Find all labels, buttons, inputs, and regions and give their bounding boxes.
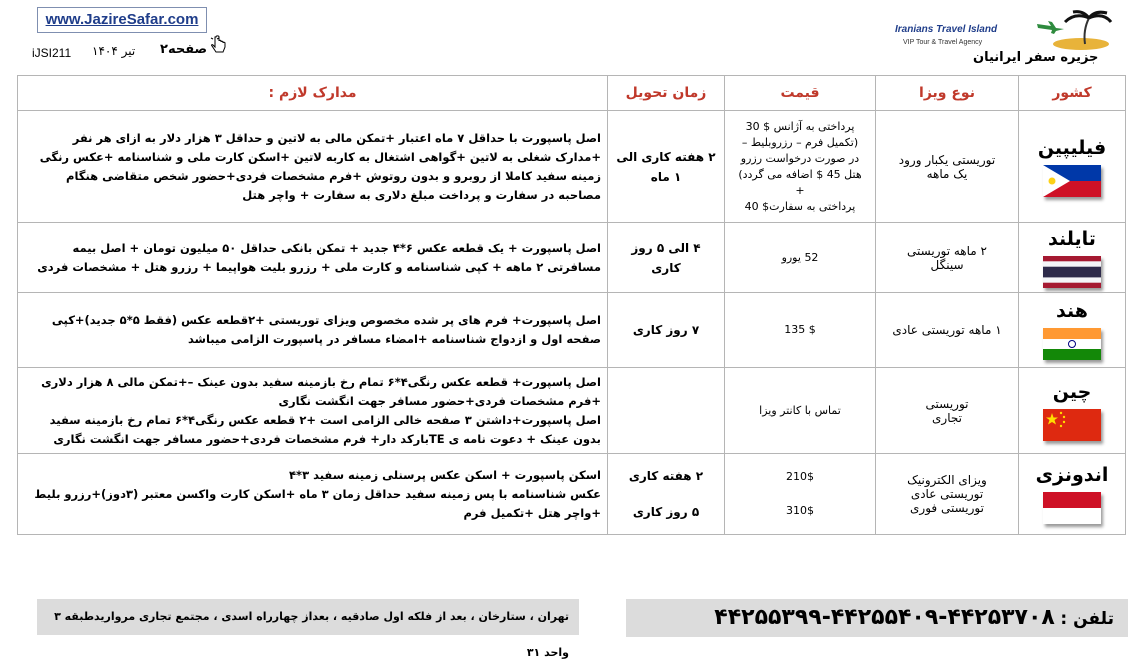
visa-type-line: ۱ ماهه توریستی عادی [892, 323, 1002, 337]
palm-island-icon [1033, 10, 1113, 50]
delivery-time-cell [608, 293, 725, 368]
visa-type-line: توریستی [925, 396, 969, 411]
documents-cell [18, 454, 608, 535]
visa-type-cell [876, 293, 1019, 368]
page-number: صفحه۲ [160, 42, 208, 57]
documents-text: عکس شناسنامه با پس زمینه سفید حداقل زمان ۳ ماه +اسکن کارت واکسن معتبر (۳دوز)+رزرو بلیط +واچر هتل +تکمیل فرم [34, 486, 601, 520]
delivery-time-line: کاری [651, 260, 681, 275]
table-row [18, 454, 1126, 535]
india-flag-icon [1043, 328, 1101, 360]
delivery-time-cell [608, 111, 725, 223]
visa-type-line: ۲ ماهه توریستی [907, 243, 987, 258]
col-header-documents: مدارک لازم : [18, 76, 608, 111]
price-line: در صورت درخواست رزرو [740, 151, 860, 165]
price-line: 310$ [786, 504, 814, 517]
country-name: چین [1052, 380, 1092, 403]
visa-type-line: توریستی فوری [910, 501, 984, 515]
price-line: 52 یورو [781, 250, 819, 264]
thailand-flag-icon [1043, 256, 1101, 288]
price-line: 135 $ [784, 323, 816, 336]
table-row [18, 223, 1126, 293]
country-name: فیلیپین [1037, 136, 1107, 159]
country-cell [1019, 223, 1126, 293]
china-flag-icon [1043, 409, 1101, 441]
country-cell [1019, 293, 1126, 368]
delivery-time-line: ۴ الی ۵ روز [631, 240, 701, 255]
indonesia-flag-icon [1043, 492, 1101, 524]
visa-type-line: یک ماهه [926, 166, 968, 181]
delivery-time-line: ۷ روز کاری [632, 323, 700, 337]
documents-cell [18, 223, 608, 293]
visa-type-line: تجاری [932, 410, 962, 425]
philippines-flag-icon [1043, 165, 1101, 197]
documents-cell [18, 368, 608, 454]
visa-table [17, 75, 1126, 535]
documents-cell [18, 111, 608, 223]
phone-box [626, 599, 1128, 637]
visa-type-line: سینگل [930, 257, 964, 272]
price-cell [725, 293, 876, 368]
table-row [18, 368, 1126, 454]
phone-label: تلفن : [1060, 609, 1114, 629]
visa-type-line: توریستی عادی [910, 487, 984, 501]
country-cell [1019, 368, 1126, 454]
documents-text: اسکن پاسپورت + اسکن عکس پرسنلی زمینه سفید ۳*۴ [289, 467, 601, 482]
price-line: هتل 45 $ اضافه می گردد) [738, 167, 862, 181]
price-cell [725, 454, 876, 535]
price-line: + [795, 183, 805, 197]
col-header-price: قیمت [725, 76, 876, 111]
delivery-time-line: ۲ هفته کاری [628, 469, 704, 483]
delivery-time-cell [608, 454, 725, 535]
documents-text: اصل پاسپورت + یک قطعه عکس ۶*۴ جدید + تمکن بانکی حداقل ۵۰ میلیون تومان + اصل بیمه مسافرتی ۲ ماهه + کپی شناسنامه و کارت ملی + رزرو بلیت هواپیما + رزرو هتل + مشخصات فردی [37, 240, 601, 274]
documents-text: اصل پاسپورت+ قطعه عکس رنگی۴*۶ تمام رخ بازمینه سفید بدون عینک –+تمکن مالی ۸ هزار دلاری +فرم مشخصات فردی+حضور مسافر جهت انگشت نگاری [41, 374, 601, 408]
visa-type-cell [876, 223, 1019, 293]
country-cell [1019, 454, 1126, 535]
visa-type-cell [876, 454, 1019, 535]
delivery-time-cell [608, 368, 725, 454]
office-address: تهران ، ستارخان ، بعد از فلکه اول صادقیه ، بعداز چهارراه اسدی ، مجتمع تجاری مرواریدطبقه ۳ واحد ۳۱ [37, 599, 579, 635]
price-line: 210$ [786, 470, 814, 483]
pointing-hand-icon [208, 34, 230, 56]
company-logo [895, 10, 1115, 72]
price-line: 30 $ پرداختی به آژانس [745, 119, 855, 133]
price-cell [725, 368, 876, 454]
delivery-time-line: ۱ ماه [650, 169, 682, 184]
logo-title-fa: جزیره سفر ایرانیان [973, 50, 1099, 65]
col-header-delivery-time: زمان تحویل [608, 76, 725, 111]
documents-text: اصل پاسپورت+ فرم های پر شده مخصوص ویزای توریستی +۲قطعه عکس (فقط ۵*۵ جدید)+کپی صفحه اول و ازدواج شناسنامه +امضاء مسافر در پاسپورت الزامی میباشد [51, 313, 601, 346]
visa-type-line: ویزای الکترونیک [907, 473, 987, 487]
website-link[interactable]: www.JazireSafar.com [37, 7, 207, 33]
documents-text: اصل پاسپورت با حداقل ۷ ماه اعتبار +تمکن مالی به لاتین و حداقل ۳ هزار دلار به ازای هر نفر +مدارک شغلی به لاتین +گواهی اشتغال به کاربه لاتین +اسکن کارت ملی و شناسنامه +عکس رنگی زمینه سفید کاملا از روبرو و بدون روتوش +فرم مشخصات فردی+حضور شخص متقاضی هنگام مصاحبه در سفارت و پرداخت مبلغ دلاری به سفارت + واچر هتل [39, 130, 601, 202]
country-cell [1019, 111, 1126, 223]
visa-type-cell [876, 111, 1019, 223]
document-date: تیر ۱۴۰۴ [92, 44, 136, 58]
price-line: 40 $پرداختی به سفارت [744, 199, 856, 213]
price-cell [725, 223, 876, 293]
logo-subtitle-en: VIP Tour & Travel Agency [903, 39, 983, 46]
delivery-time-line: ۲ هفته کاری الی [616, 149, 716, 164]
documents-text: اصل پاسپورت+داشتن ۳ صفحه خالی الزامی است +۲ قطعه عکس رنگی۴*۶ تمام رخ بازمینه سفید بدون عینک + دعوت نامه ی TEبارکد دار+ فرم مشخصات فردی+حضور مسافر جهت انگشت نگاری [49, 412, 601, 446]
delivery-time-cell [608, 223, 725, 293]
logo-title-en: Iranians Travel Island [895, 24, 998, 35]
visa-type-line: توریستی یکبار ورود [898, 152, 996, 167]
country-name: اندونزی [1035, 464, 1109, 486]
country-name: تایلند [1048, 227, 1096, 250]
visa-type-cell [876, 368, 1019, 454]
col-header-country: کشور [1019, 76, 1126, 111]
country-name: هند [1056, 300, 1088, 322]
document-id: iJSI211 [32, 46, 72, 60]
price-line: (تکمیل فرم – رزروبلیط – [741, 135, 859, 149]
table-row [18, 111, 1126, 223]
documents-cell [18, 293, 608, 368]
col-header-visa-type: نوع ویزا [876, 76, 1019, 111]
price-cell [725, 111, 876, 223]
price-line: تماس با کانتر ویزا [759, 403, 841, 417]
table-row [18, 293, 1126, 368]
phone-numbers[interactable]: ۴۴۲۵۳۷۰۸-۴۴۲۵۵۴۰۹-۴۴۲۵۵۳۹۹ [714, 605, 1055, 630]
delivery-time-line: ۵ روز کاری [632, 505, 700, 519]
